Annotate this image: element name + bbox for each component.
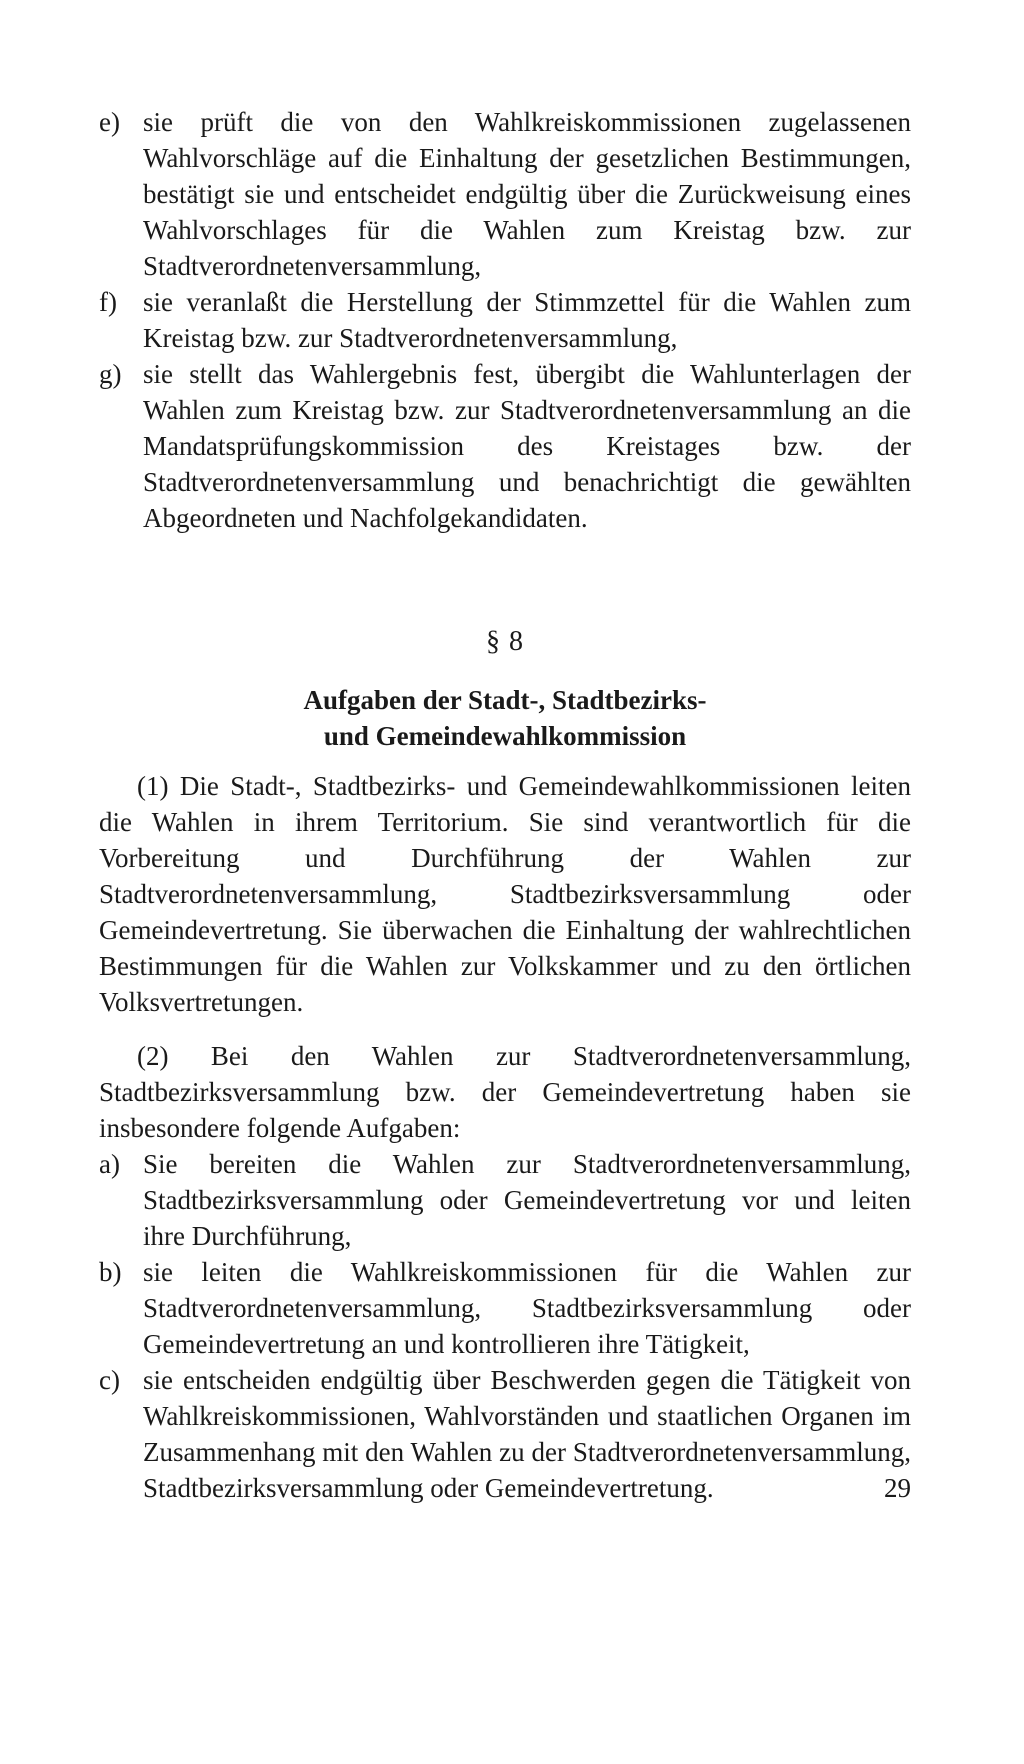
list-text: sie leiten die Wahlkreiskommissionen für die Wahlen zur Stadtverordnetenversammlung, Stadtbezirksversammlung oder Gemeindevertretung an und kontrollieren ihre Tätigkeit,	[143, 1257, 911, 1359]
list-text: sie prüft die von den Wahlkreiskommissionen zugelassenen Wahlvorschläge auf die Einhaltung der gesetzlichen Bestimmungen, bestätigt sie und entscheidet endgültig über die Zurückweisung eines Wahlvorschlages für die Wahlen zum Kreistag bzw. zur Stadtverordnetenversammlung,	[143, 107, 911, 281]
section-heading	[99, 682, 911, 754]
section-heading-line: und Gemeindewahlkommission	[323, 721, 687, 751]
list-text: sie stellt das Wahlergebnis fest, übergibt die Wahlunterlagen der Wahlen zum Kreistag bzw. zur Stadtverordnetenversammlung an die Mandatsprüfungskommission des Kreistages bzw. der Stadtverordnetenversammlung und benachrichtigt die gewählten Abgeordneten und Nachfolgekandidaten.	[143, 359, 911, 533]
list-text: sie veranlaßt die Herstellung der Stimmzettel für die Wahlen zum Kreistag bzw. zur Stadtverordnetenversammlung,	[143, 287, 911, 353]
list-tasks	[99, 1146, 911, 1506]
list-item-g	[99, 356, 911, 536]
list-item-c	[99, 1362, 911, 1506]
list-item-e	[99, 104, 911, 284]
section-number: § 8	[486, 626, 524, 657]
list-label: g)	[99, 359, 122, 389]
list-continued	[99, 104, 911, 536]
paragraph-2: (2) Bei den Wahlen zur Stadtverordnetenversammlung, Stadtbezirksversammlung bzw. der Gemeindevertretung haben sie insbesondere folgende Aufgaben:	[99, 1041, 911, 1143]
list-label: e)	[99, 107, 120, 137]
list-label: f)	[99, 287, 117, 317]
list-text: sie entscheiden endgültig über Beschwerden gegen die Tätigkeit von Wahlkreiskommissionen, Wahlvorständen und staatlichen Organen im Zusammenhang mit den Wahlen zu der Stadtverordnetenversammlung, Stadtbezirksversammlung oder Gemeindevertretung.	[143, 1365, 911, 1503]
list-item-f	[99, 284, 911, 356]
page-number: 29	[884, 1473, 911, 1503]
list-text: Sie bereiten die Wahlen zur Stadtverordnetenversammlung, Stadtbezirksversammlung oder Gemeindevertretung vor und leiten ihre Durchführung,	[143, 1149, 911, 1251]
section-heading-line: Aufgaben der Stadt-, Stadtbezirks-	[303, 685, 707, 715]
list-item-b	[99, 1254, 911, 1362]
list-item-a	[99, 1146, 911, 1254]
paragraph-1: (1) Die Stadt-, Stadtbezirks- und Gemeindewahlkommissionen leiten die Wahlen in ihrem Territorium. Sie sind verantwortlich für die Vorbereitung und Durchführung der Wahlen zur Stadtverordnetenversammlung, Stadtbezirksversammlung oder Gemeindevertretung. Sie überwachen die Einhaltung der wahlrechtlichen Bestimmungen für die Wahlen zur Volkskammer und zu den örtlichen Volksvertretungen.	[99, 771, 911, 1017]
list-label: c)	[99, 1365, 120, 1395]
text-column	[99, 104, 911, 1506]
list-label: b)	[99, 1257, 122, 1287]
list-label: a)	[99, 1149, 120, 1179]
